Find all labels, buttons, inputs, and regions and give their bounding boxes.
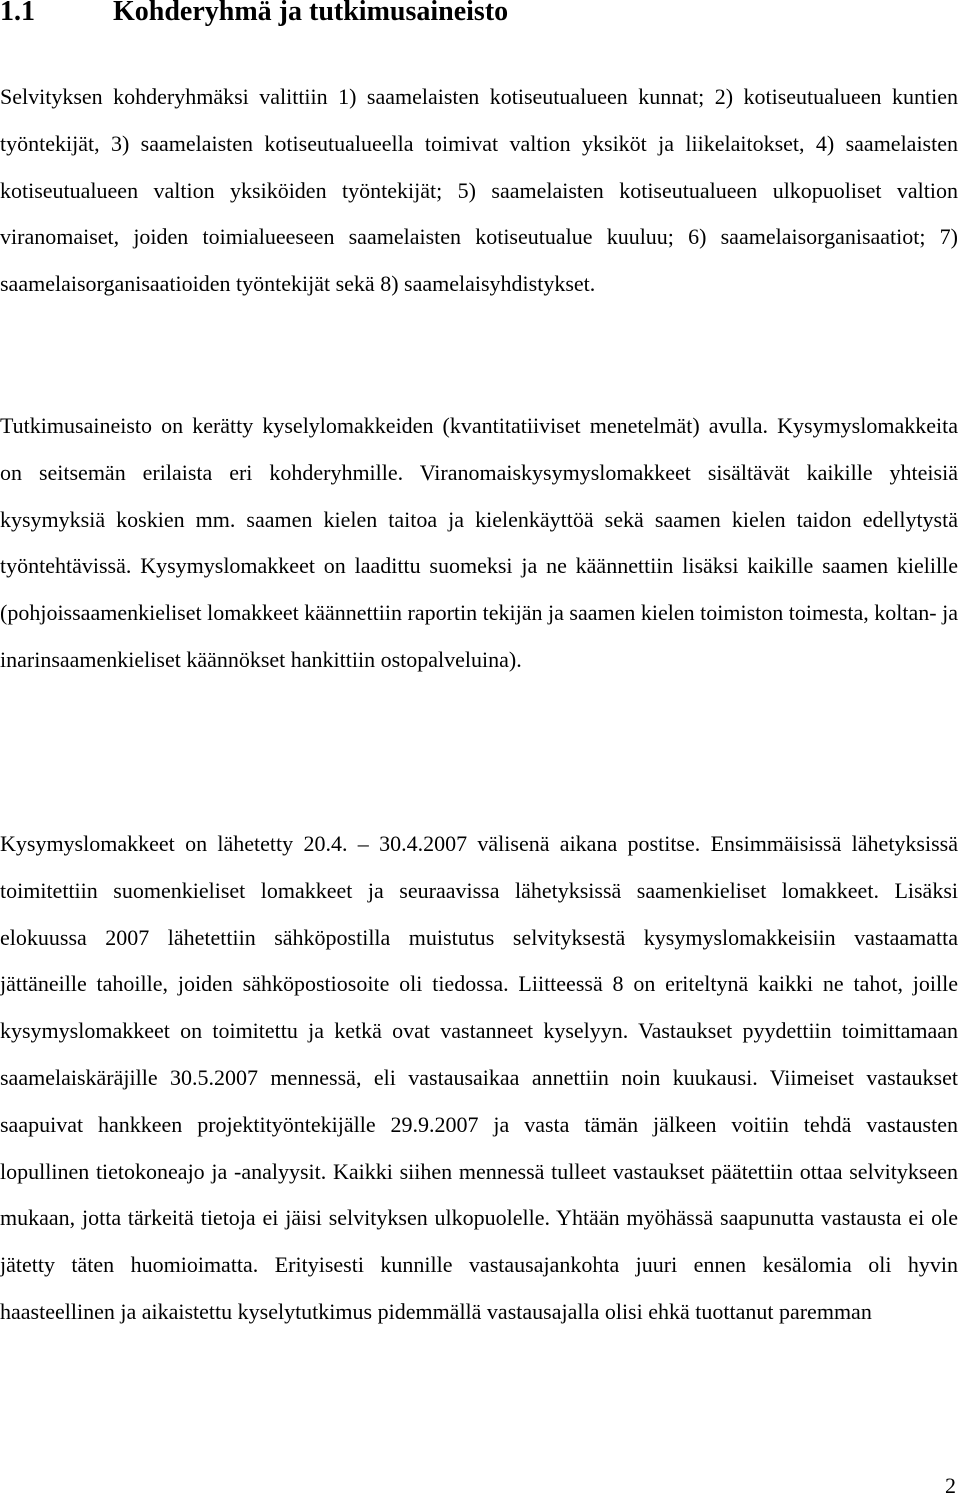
paragraph-research-material: Tutkimusaineisto on kerätty kyselylomakkeiden (kvantitatiiviset menetelmät) avulla. Kysymyslomakkeita on seitsemän erilaista eri kohderyhmille. Viranomaiskysymyslomakkeet sisältävät kaikille yhteisiä kysymyksiä koskien mm. saamen kielen taitoa ja kielenkäyttöä sekä saamen kielen taidon edellytystä työntehtävissä. Kysymyslomakkeet on laadittu suomeksi ja ne käännettiin lisäksi kaikille saamen kielille (pohjoissaamenkieliset lomakkeet käännettiin raportin tekijän ja saamen kielen toimiston toimesta, koltan- ja inarinsaamenkieliset käännökset hankittiin ostopalveluina).	[0, 413, 958, 672]
page-number: 2	[945, 1473, 956, 1498]
section-title: Kohderyhmä ja tutkimusaineisto	[113, 0, 509, 27]
section-number: 1.1	[0, 0, 35, 27]
paragraph-data-collection: Kysymyslomakkeet on lähetetty 20.4. – 30.4.2007 välisenä aikana postitse. Ensimmäisissä lähetyksissä toimitettiin suomenkieliset lomakkeet ja seuraavissa lähetyksissä saamenkieliset lomakkeet. Lisäksi elokuussa 2007 lähetettiin sähköpostilla muistutus selvityksestä kysymyslomakkeisiin vastaamatta jättäneille tahoille, joiden sähköpostiosoite oli tiedossa. Liitteessä 8 on eriteltynä kaikki ne tahot, joille kysymyslomakkeet on toimitettu ja ketkä ovat vastanneet kyselyyn. Vastaukset pyydettiin toimittamaan saamelaiskäräjille 30.5.2007 mennessä, eli vastausaikaa annettiin noin kuukausi. Viimeiset vastaukset saapuivat hankkeen projektityöntekijälle 29.9.2007 ja vasta tämän jälkeen voitiin tehdä vastausten lopullinen tietokoneajo ja -analyysit. Kaikki siihen mennessä tulleet vastaukset päätettiin ottaa selvitykseen mukaan, jotta tärkeitä tietoja ei jäisi selvityksen ulkopuolelle. Yhtään myöhässä saapunutta vastausta ei ole jätetty täten huomioimatta. Erityisesti kunnille vastausajankohta juuri ennen kesälomia oli hyvin haasteellinen ja aikaistettu kyselytutkimus pidemmällä vastausajalla olisi ehkä tuottanut paremman	[0, 831, 958, 1324]
section-heading	[0, 0, 508, 30]
paragraph-target-groups: Selvityksen kohderyhmäksi valittiin 1) saamelaisten kotiseutualueen kunnat; 2) kotiseutualueen kuntien työntekijät, 3) saamelaisten kotiseutualueella toimivat valtion yksiköt ja liikelaitokset, 4) saamelaisten kotiseutualueen valtion yksiköiden työntekijät; 5) saamelaisten kotiseutualueen ulkopuoliset valtion viranomaiset, joiden toimialueeseen saamelaisten kotiseutualue kuuluu; 6) saamelaisorganisaatiot; 7) saamelaisorganisaatioiden työntekijät sekä 8) saamelaisyhdistykset.	[0, 84, 958, 297]
